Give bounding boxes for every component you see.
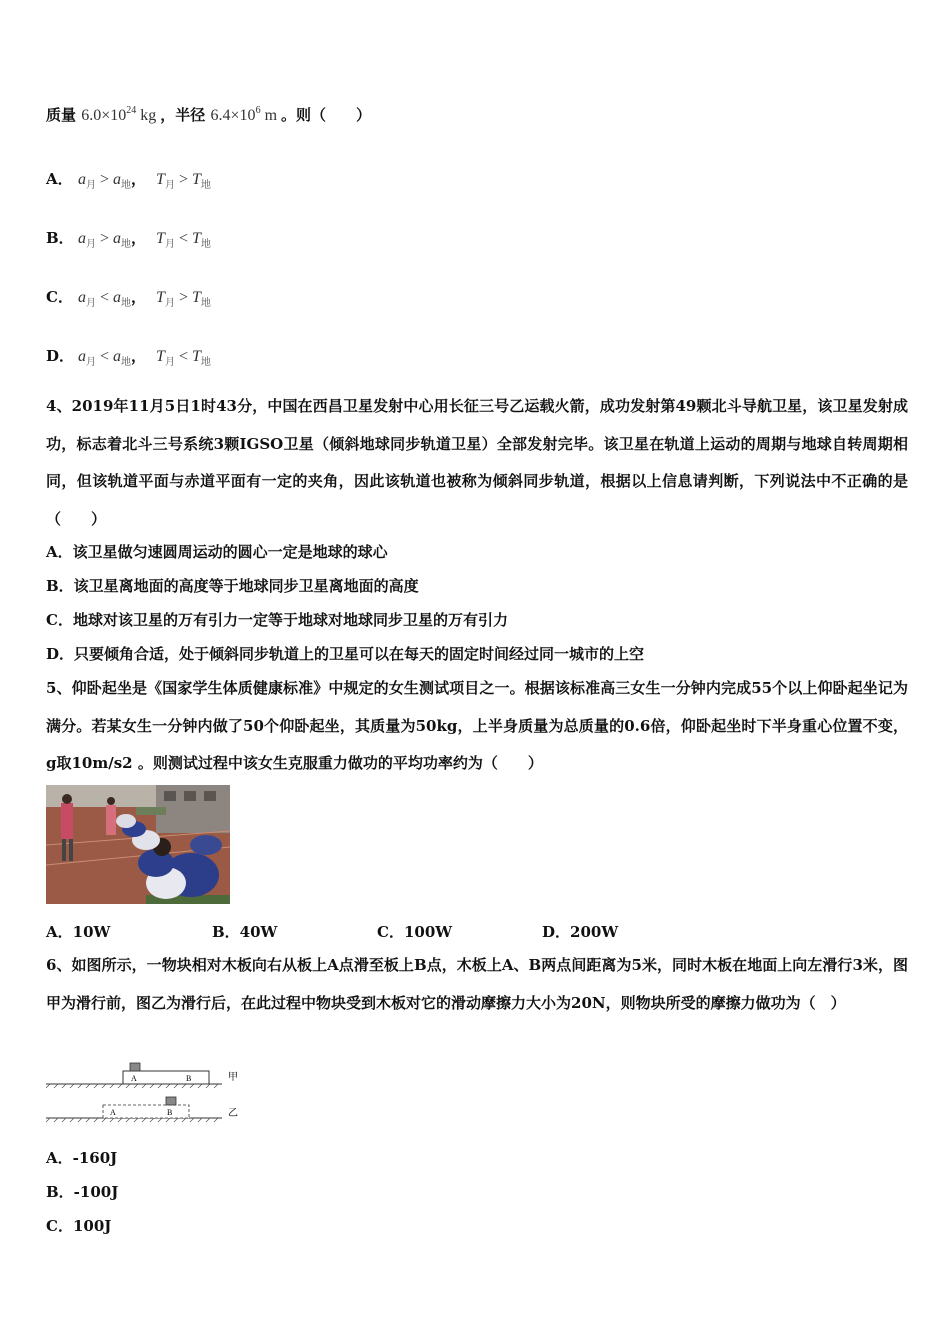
diagram-label-b-jia: B	[186, 1074, 192, 1083]
friction-diagram	[46, 1060, 246, 1125]
q5-option-b: B．40W	[212, 923, 278, 941]
q5-option-d: D．200W	[542, 923, 619, 941]
q6-option-c: C．100J	[46, 1217, 112, 1235]
label-yi: 乙	[228, 1108, 238, 1119]
q6-stem: 6、如图所示，一物块相对木板向右从板上A点滑至板上B点，木板上A、B两点间距离为5米，同时木板在地面上向左滑行3米，图甲为滑行前，图乙为滑行后，在此过程中物块受到木板对它的滑动摩擦力大小为20N，则物块所受的摩擦力做功为（ ）	[46, 956, 908, 1012]
q3-option-b: B． $a_月 > a_地$， $T_月 < T_地$	[46, 229, 211, 250]
diagram-label-a-jia: A	[131, 1074, 137, 1083]
label-jia: 甲	[228, 1072, 238, 1083]
q5-option-c: C．100W	[377, 923, 453, 941]
q5-option-a: A．10W	[46, 923, 111, 941]
q4-option-c: C．地球对该卫星的万有引力一定等于地球对地球同步卫星的万有引力	[46, 611, 508, 629]
q4-option-a: A．该卫星做匀速圆周运动的圆心一定是地球的球心	[46, 543, 388, 561]
q6-option-a: A．-160J	[46, 1149, 118, 1167]
q6-option-b: B．-100J	[46, 1183, 119, 1201]
situp-photo	[46, 785, 230, 904]
q3-option-a: A． $a_月 > a_地$， $T_月 > T_地$	[46, 170, 211, 191]
mass-expression: $6.0\times 10^{24}$ kg	[81, 105, 157, 124]
diagram-label-a-yi: A	[110, 1108, 116, 1117]
q3-option-c: C． $a_月 < a_地$， $T_月 > T_地$	[46, 288, 211, 309]
q3-intro: 质量 $6.0\times 10^{24}$ kg ，半径 $6.4\times 10^6$ m 。则（ ）	[46, 105, 372, 124]
q4-option-b: B．该卫星离地面的高度等于地球同步卫星离地面的高度	[46, 577, 419, 595]
q3-option-d: D． $a_月 < a_地$， $T_月 < T_地$	[46, 347, 211, 368]
q5-stem: 5、仰卧起坐是《国家学生体质健康标准》中规定的女生测试项目之一。根据该标准高三女生一分钟内完成55个以上仰卧起坐记为满分。若某女生一分钟内做了50个仰卧起坐，其质量为50kg，上半身质量为总质量的0.6倍，仰卧起坐时下半身重心位置不变，g取10m/s2 。则测试过程中该女生克服重力做功的平均功率约为（ ）	[46, 679, 908, 772]
radius-expression: $6.4\times 10^6$ m	[210, 105, 278, 124]
diagram-label-b-yi: B	[167, 1108, 173, 1117]
q4-option-d: D．只要倾角合适，处于倾斜同步轨道上的卫星可以在每天的固定时间经过同一城市的上空	[46, 645, 645, 663]
q4-stem: 4、2019年11月5日1时43分，中国在西昌卫星发射中心用长征三号乙运载火箭，成功发射第49颗北斗导航卫星，该卫星发射成功，标志着北斗三号系统3颗IGSO卫星（倾斜地球同步轨道卫星）全部发射完毕。该卫星在轨道上运动的周期与地球自转周期相同，但该轨道平面与赤道平面有一定的夹角，因此该轨道也被称为倾斜同步轨道，根据以上信息请判断，下列说法中不正确的是（ ）	[46, 397, 908, 528]
